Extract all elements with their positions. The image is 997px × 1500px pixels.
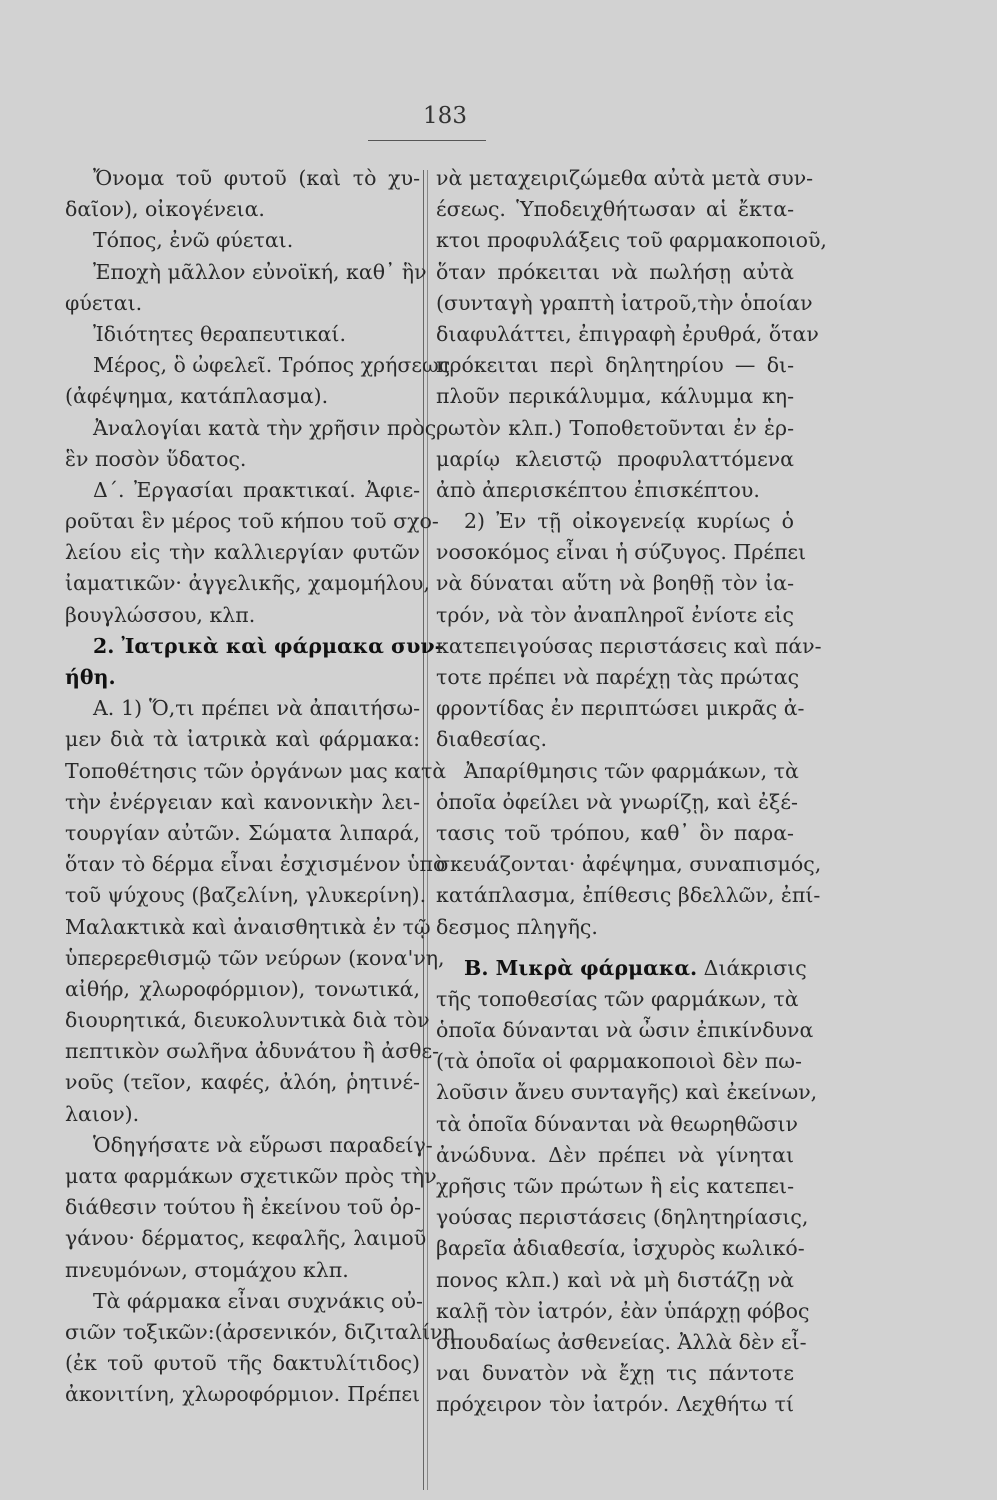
text-line: δαῖον), οἰκογένεια. (65, 197, 265, 222)
text-line: 2. Ἰατρικὰ καὶ φάρμακα συν- (93, 633, 444, 658)
text-line: τασις τοῦ τρόπου, καθ᾽ ὃν παρα- (436, 820, 794, 845)
text-line: Ἰδιότητες θεραπευτικαί. (93, 321, 346, 346)
text-line: ὁποῖα δύνανται νὰ ὦσιν ἐπικίνδυνα (436, 1018, 814, 1043)
text-line: ροῦται ἓν μέρος τοῦ κήπου τοῦ σχο- (65, 509, 439, 534)
text-line: Β. Μικρὰ φάρμακα. Διάκρισις (464, 955, 807, 980)
text-line: αἰθήρ, χλωροφόρμιον), τονωτικά, (65, 976, 420, 1001)
text-line: ματα φαρμάκων σχετικῶν πρὸς τὴν (65, 1164, 437, 1188)
header-rule (368, 140, 486, 141)
text-line: κατάπλασμα, ἐπίθεσις βδελλῶν, ἐπί- (436, 883, 821, 908)
text-line: τὰ ὁποῖα δύνανται νὰ θεωρηθῶσιν (436, 1111, 798, 1136)
page-number: 183 (423, 103, 467, 129)
text-line: ναι δυνατὸν νὰ ἔχῃ τις πάντοτε (436, 1361, 794, 1386)
text-line: πρόχειρον τὸν ἰατρόν. Λεχθήτω τί (436, 1392, 794, 1417)
text-line: (ἀφέψημα, κατάπλασμα). (65, 384, 329, 409)
text-line: Α. 1) Ὅ,τι πρέπει νὰ ἀπαιτήσω- (93, 696, 420, 721)
text-line: νὰ δύναται αὕτη νὰ βοηθῇ τὸν ἰα- (436, 571, 794, 596)
text-line: σπουδαίως ἀσθενείας. Ἀλλὰ δὲν εἶ- (436, 1329, 807, 1354)
text-line: Τόπος, ἐνῶ φύεται. (93, 228, 294, 253)
text-line: ὁποῖα ὀφείλει νὰ γνωρίζῃ, καὶ ἐξέ- (436, 789, 798, 814)
text-line: τοῦ ψύχους (βαζελίνη, γλυκερίνη). (65, 883, 427, 908)
text-line: πεπτικὸν σωλῆνα ἀδυνάτου ἢ ἀσθε- (65, 1039, 440, 1064)
text-line: πλοῦν περικάλυμμα, κάλυμμα κη- (436, 384, 794, 409)
text-line: Ἀπαρίθμησις τῶν φαρμάκων, τὰ (464, 758, 799, 783)
text-line: πρόκειται περὶ δηλητηρίου — δι- (436, 353, 794, 378)
text-line: κτοι προφυλάξεις τοῦ φαρμακοποιοῦ, (436, 228, 827, 253)
text-line: κατεπειγούσας περιστάσεις καὶ πάν- (436, 633, 822, 658)
text-line: μαρίῳ κλειστῷ προφυλαττόμενα (436, 446, 794, 471)
text-line: ἀπὸ ἀπερισκέπτου ἐπισκέπτου. (436, 477, 760, 502)
text-line: τῆς τοποθεσίας τῶν φαρμάκων, τὰ (436, 986, 799, 1011)
text-line: Μέρος, ὃ ὠφελεῖ. Τρόπος χρήσεως (93, 353, 451, 378)
text-line: λαιον). (65, 1101, 140, 1126)
text-line: ὑπερερεθισμῷ τῶν νεύρων (κονα'νη, (65, 945, 445, 970)
text-line: νὰ μεταχειριζώμεθα αὐτὰ μετὰ συν- (436, 166, 814, 190)
text-line: ήθη. (65, 665, 116, 689)
text-line: ἓν ποσὸν ὕδατος. (65, 446, 247, 471)
text-line: ἀκονιτίνη, χλωροφόρμιον. Πρέπει (65, 1382, 420, 1407)
left-column (65, 163, 455, 1411)
text-line: (ἐκ τοῦ φυτοῦ τῆς δακτυλίτιδος) (65, 1351, 420, 1376)
text-line: καλῇ τὸν ἰατρόν, ἐὰν ὑπάρχῃ φόβος (436, 1298, 810, 1323)
text-line: σιῶν τοξικῶν:(ἀρσενικόν, διζιταλίνη (65, 1319, 455, 1344)
text-line: δεσμος πληγῆς. (436, 914, 598, 939)
text-line: γάνου· δέρματος, κεφαλῆς, λαιμοῦ (65, 1226, 427, 1251)
text-line: Μαλακτικὰ καὶ ἀναισθητικὰ ἐν τῷ (65, 914, 431, 939)
text-line: ρωτὸν κλπ.) Τοποθετοῦνται ἐν ἑρ- (436, 415, 794, 440)
text-line: Ἐποχὴ μᾶλλον εὐνοϊκή, καθ᾽ ἣν (93, 259, 427, 284)
text-line: ὅταν τὸ δέρμα εἶναι ἐσχισμένον ὑπὸ (65, 852, 446, 877)
text-line: (συνταγὴ γραπτὴ ἰατροῦ,τὴν ὁποίαν (436, 290, 813, 315)
text-line: τρόν, νὰ τὸν ἀναπληροῖ ἐνίοτε εἰς (436, 602, 794, 627)
text-line: νοσοκόμος εἶναι ἡ σύζυγος. Πρέπει (436, 540, 807, 565)
text-line: πνευμόνων, στομάχου κλπ. (65, 1257, 349, 1282)
text-line: πονος κλπ.) καὶ νὰ μὴ διστάζῃ νὰ (436, 1267, 794, 1292)
text-line: ὅταν πρόκειται νὰ πωλήσῃ αὐτὰ (436, 259, 794, 284)
text-line: (τὰ ὁποῖα οἱ φαρμακοποιοὶ δὲν πω- (436, 1049, 802, 1074)
text-line: λείου εἰς τὴν καλλιεργίαν φυτῶν (65, 540, 420, 565)
text-line: έσεως. Ὑποδειχθήτωσαν αἱ ἔκτα- (436, 197, 794, 222)
text-line: τὴν ἐνέργειαν καὶ κανονικὴν λει- (65, 789, 420, 814)
text-line: διάθεσιν τούτου ἢ ἐκείνου τοῦ ὀρ- (65, 1195, 422, 1220)
text-line: γούσας περιστάσεις (δηλητηρίασις, (436, 1205, 809, 1230)
text-line: φύεται. (65, 290, 143, 315)
text-line: διαφυλάττει, ἐπιγραφὴ ἐρυθρά, ὅταν (436, 321, 819, 346)
text-line: Τὰ φάρμακα εἶναι συχνάκις οὐ- (93, 1288, 423, 1313)
text-line: ἀνώδυνα. Δὲν πρέπει νὰ γίνηται (436, 1142, 794, 1167)
text-line: φροντίδας ἐν περιπτώσει μικρᾶς ἀ- (436, 696, 805, 721)
text-line: 2) Ἐν τῇ οἰκογενείᾳ κυρίως ὁ (464, 509, 794, 534)
text-line: διουρητικά, διευκολυντικὰ διὰ τὸν (65, 1008, 430, 1033)
text-line: Ὁδηγήσατε νὰ εὕρωσι παραδείγ- (93, 1132, 433, 1157)
text-line: βαρεῖα ἀδιαθεσία, ἰσχυρὸς κωλικό- (436, 1236, 805, 1261)
text-line: μεν διὰ τὰ ἰατρικὰ καὶ φάρμακα: (65, 727, 420, 752)
text-line: Δ΄. Ἐργασίαι πρακτικαί. Ἀφιε- (93, 477, 420, 502)
text-line: τουργίαν αὐτῶν. Σώματα λιπαρά, (65, 820, 420, 845)
text-line: Ἀναλογίαι κατὰ τὴν χρῆσιν πρὸς (93, 415, 437, 440)
text-line: τοτε πρέπει νὰ παρέχῃ τὰς πρώτας (436, 665, 800, 689)
text-line: χρῆσις τῶν πρώτων ἢ εἰς κατεπει- (436, 1174, 794, 1198)
right-column (436, 163, 827, 1421)
text-line: σκευάζονται· ἀφέψημα, συναπισμός, (436, 852, 822, 877)
text-line: βουγλώσσου, κλπ. (65, 602, 256, 627)
text-line: Ὄνομα τοῦ φυτοῦ (καὶ τὸ χυ- (93, 166, 420, 190)
text-line: ἰαματικῶν· ἀγγελικῆς, χαμομήλου, (65, 571, 430, 596)
text-line: Τοποθέτησις τῶν ὀργάνων μας κατὰ (65, 758, 447, 783)
text-line: νοῦς (τεῖον, καφές, ἀλόη, ῥητινέ- (65, 1070, 420, 1095)
text-line: διαθεσίας. (436, 727, 548, 752)
text-line: λοῦσιν ἄνευ συνταγῆς) καὶ ἐκείνων, (436, 1080, 818, 1105)
